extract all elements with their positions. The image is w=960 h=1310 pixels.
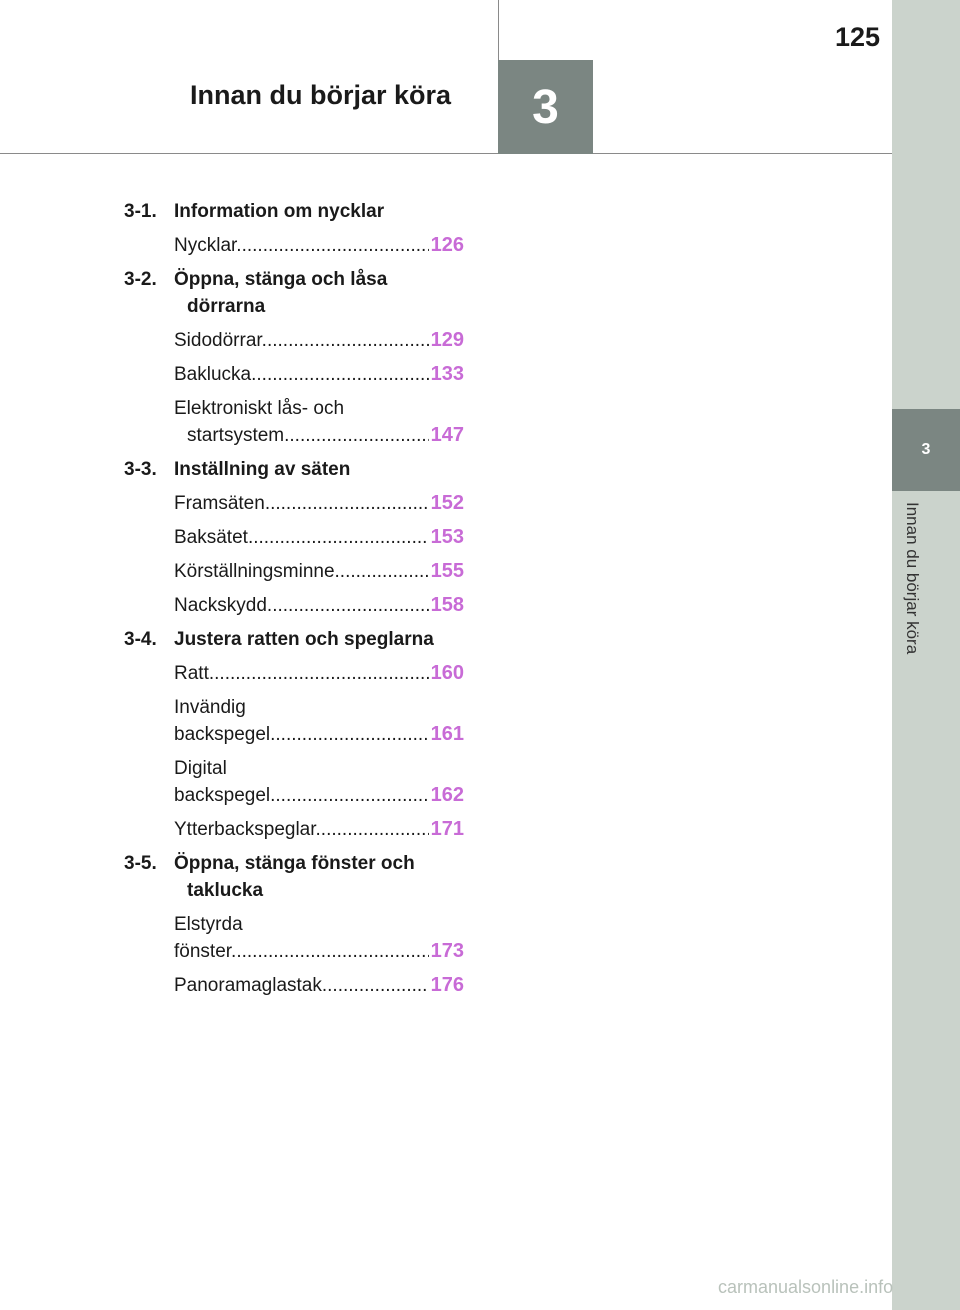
toc-entry-label: Elstyrda fönster bbox=[174, 914, 243, 962]
toc-entry-page[interactable]: 176 bbox=[429, 972, 464, 999]
toc-entry-page[interactable]: 152 bbox=[429, 490, 464, 517]
toc-entry[interactable] bbox=[174, 558, 464, 585]
toc-entry-page[interactable]: 161 bbox=[429, 721, 464, 748]
toc-section bbox=[124, 198, 464, 225]
toc-entry[interactable] bbox=[174, 660, 464, 687]
chapter-title: Innan du börjar köra bbox=[190, 80, 452, 110]
watermark: carmanualsonline.info bbox=[718, 1277, 894, 1297]
toc-entry[interactable] bbox=[174, 816, 464, 843]
toc-entry-page[interactable]: 173 bbox=[429, 938, 464, 965]
chapter-number-badge: 3 bbox=[498, 60, 593, 154]
toc-entry-page[interactable]: 155 bbox=[429, 558, 464, 585]
toc-entry-label: Ratt bbox=[174, 663, 209, 684]
toc-entry-label: Sidodörrar bbox=[174, 330, 262, 351]
toc-section bbox=[124, 626, 464, 653]
toc-entry-page[interactable]: 126 bbox=[429, 232, 464, 259]
toc-section-title: Inställning av säten bbox=[174, 459, 351, 480]
toc-entry-label: Panoramaglastak bbox=[174, 975, 322, 996]
toc-entry-page[interactable]: 171 bbox=[429, 816, 464, 843]
page-number: 125 bbox=[834, 22, 880, 52]
header-divider bbox=[0, 153, 892, 154]
toc-entry-label: Framsäten bbox=[174, 493, 265, 514]
toc-section bbox=[124, 456, 464, 483]
toc-section-title: Information om nycklar bbox=[174, 201, 385, 222]
table-of-contents bbox=[124, 198, 464, 1006]
toc-entry[interactable] bbox=[174, 361, 464, 388]
toc-entry-page[interactable]: 147 bbox=[429, 422, 464, 449]
toc-entry-page[interactable]: 133 bbox=[429, 361, 464, 388]
toc-entry-page[interactable]: 158 bbox=[429, 592, 464, 619]
toc-entry-page[interactable]: 153 bbox=[429, 524, 464, 551]
toc-entry-page[interactable]: 162 bbox=[429, 782, 464, 809]
toc-entry[interactable] bbox=[174, 911, 464, 965]
toc-entry-page[interactable]: 129 bbox=[429, 327, 464, 354]
toc-entry-label: Nycklar bbox=[174, 235, 237, 256]
toc-leader-dots bbox=[209, 663, 464, 684]
toc-entry-label: Ytterbackspeglar bbox=[174, 819, 316, 840]
toc-section-number: 3-4. bbox=[124, 629, 157, 650]
toc-entry-label: Nackskydd bbox=[174, 595, 267, 616]
toc-entry[interactable] bbox=[174, 490, 464, 517]
toc-section-number: 3-3. bbox=[124, 459, 157, 480]
toc-entry-label: Baklucka bbox=[174, 364, 252, 385]
toc-section bbox=[124, 266, 464, 320]
toc-entry-label: Elektroniskt lås- och startsystem ..... bbox=[174, 395, 464, 449]
toc-entry[interactable] bbox=[174, 232, 464, 259]
side-chapter-tab[interactable]: 3 bbox=[892, 409, 960, 491]
toc-entry-label: Körställningsminne bbox=[174, 561, 335, 582]
toc-entry[interactable] bbox=[174, 972, 464, 999]
toc-section-title: Öppna, stänga och låsa dörrarna bbox=[174, 269, 388, 317]
toc-entry[interactable] bbox=[174, 395, 464, 449]
toc-entry-label: Invändig backspegel bbox=[174, 697, 271, 745]
toc-entry-page[interactable]: 160 bbox=[429, 660, 464, 687]
toc-section-number: 3-5. bbox=[124, 853, 157, 874]
header-divider-vertical bbox=[498, 0, 499, 60]
toc-entry-label: Digital backspegel bbox=[174, 758, 271, 806]
toc-entry[interactable] bbox=[174, 327, 464, 354]
toc-entry[interactable] bbox=[174, 694, 464, 748]
side-chapter-label: Innan du börjar köra bbox=[903, 502, 922, 655]
toc-section-title: Justera ratten och speglarna bbox=[174, 629, 434, 650]
toc-entry-label: Baksätet bbox=[174, 527, 248, 548]
toc-section-number: 3-2. bbox=[124, 269, 157, 290]
toc-section-title: Öppna, stänga fönster och taklucka bbox=[174, 853, 415, 901]
toc-entry[interactable] bbox=[174, 524, 464, 551]
toc-entry[interactable] bbox=[174, 755, 464, 809]
toc-entry[interactable] bbox=[174, 592, 464, 619]
toc-section-number: 3-1. bbox=[124, 201, 157, 222]
toc-section bbox=[124, 850, 464, 904]
